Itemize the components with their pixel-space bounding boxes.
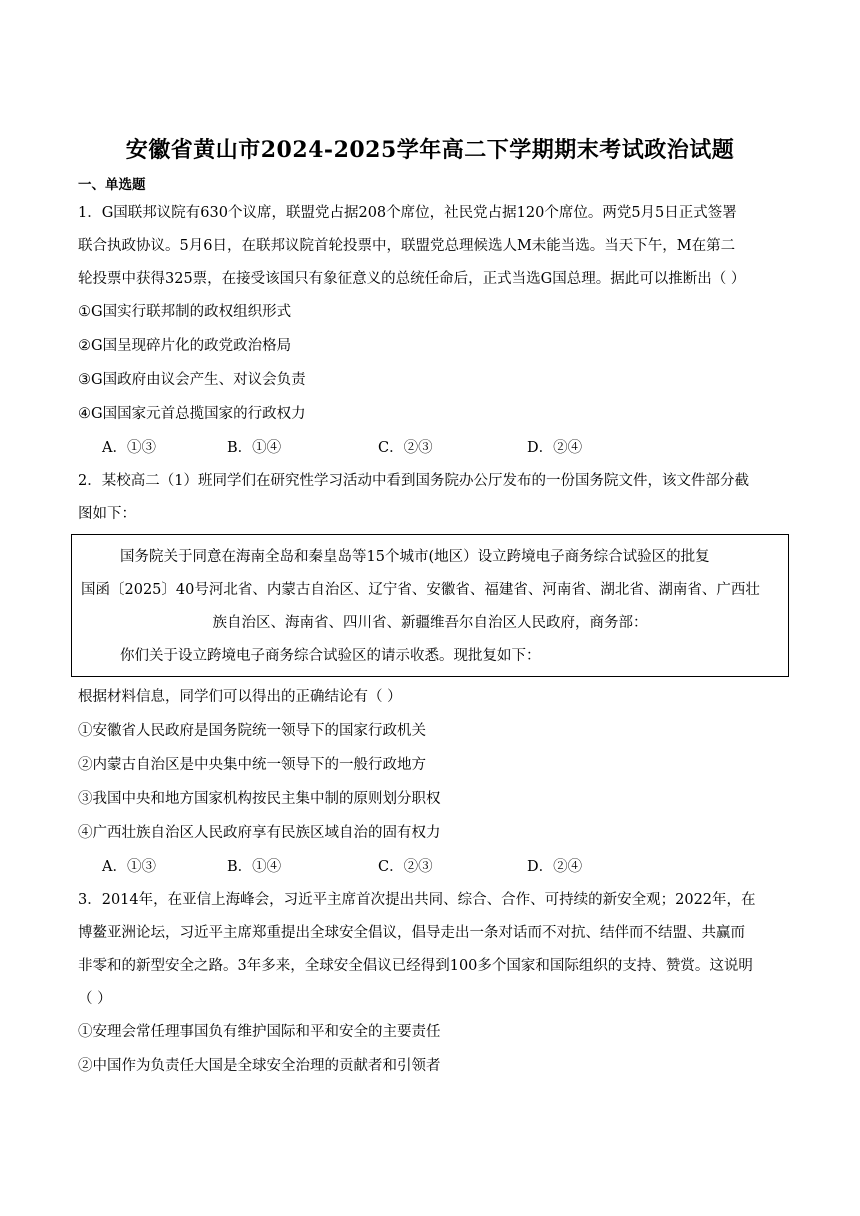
q2-option-d[interactable]: D．②④ — [527, 859, 583, 875]
q1-statement: ①G国实行联邦制的政权组织形式 — [78, 304, 292, 320]
q1-stem-line: 轮投票中获得325票，在接受该国只有象征意义的总统任命后，正式当选G国总理。据此可以推断出（ ） — [78, 271, 746, 287]
q1-option-c[interactable]: C．②③ — [378, 440, 433, 456]
excerpt-heading: 国务院关于同意在海南全岛和秦皇岛等15个城市(地区）设立跨境电子商务综合试验区的批复 — [120, 549, 710, 565]
q2-option-c[interactable]: C．②③ — [378, 859, 433, 875]
q3-stem-line: 非零和的新型安全之路。3年多来，全球安全倡议已经得到100多个国家和国际组织的支持、赞赏。这说明 — [78, 958, 753, 974]
q1-stem-line: 1．G国联邦议院有630个议席，联盟党占据208个席位，社民党占据120个席位。两党5月5日正式签署 — [78, 205, 737, 221]
q3-stem-line: （ ） — [78, 991, 112, 1007]
document-title: 安徽省黄山市2024-2025学年高二下学期期末考试政治试题 — [125, 137, 735, 163]
q1-stem-line: 联合执政协议。5月6日，在联邦议院首轮投票中，联盟党总理候选人M未能当选。当天下午，M在第二 — [78, 238, 736, 254]
q2-question: 根据材料信息，同学们可以得出的正确结论有（ ） — [78, 689, 402, 705]
q2-statement: ④广西壮族自治区人民政府享有民族区域自治的固有权力 — [78, 825, 441, 841]
q3-statement: ①安理会常任理事国负有维护国际和平和安全的主要责任 — [78, 1024, 441, 1040]
q2-option-a[interactable]: A．①③ — [102, 859, 156, 875]
q1-option-a[interactable]: A．①③ — [102, 440, 156, 456]
q1-statement: ④G国国家元首总揽国家的行政权力 — [78, 406, 306, 422]
q3-statement: ②中国作为负责任大国是全球安全治理的贡献者和引领者 — [78, 1058, 441, 1074]
document-excerpt-box — [71, 534, 789, 677]
section-heading: 一、单选题 — [78, 177, 146, 193]
q3-stem-line: 博鳌亚洲论坛，习近平主席郑重提出全球安全倡议，倡导走出一条对话而不对抗、结伴而不结盟、共赢而 — [78, 925, 745, 941]
q1-option-b[interactable]: B．①④ — [227, 440, 282, 456]
excerpt-line: 国函〔2025〕40号河北省、内蒙古自治区、辽宁省、安徽省、福建省、河南省、湖北省、湖南省、广西壮 — [81, 582, 760, 598]
q1-statement: ②G国呈现碎片化的政党政治格局 — [78, 338, 292, 354]
q1-statement: ③G国政府由议会产生、对议会负责 — [78, 372, 306, 388]
q2-option-b[interactable]: B．①④ — [227, 859, 282, 875]
excerpt-line: 你们关于设立跨境电子商务综合试验区的请示收悉。现批复如下： — [120, 648, 541, 664]
q2-stem-line: 2．某校高二（1）班同学们在研究性学习活动中看到国务院办公厅发布的一份国务院文件，该文件部分截 — [78, 473, 749, 489]
q2-statement: ①安徽省人民政府是国务院统一领导下的国家行政机关 — [78, 723, 426, 739]
q2-stem-line: 图如下： — [78, 506, 136, 522]
q1-option-d[interactable]: D．②④ — [527, 440, 583, 456]
excerpt-line: 族自治区、海南省、四川省、新疆维吾尔自治区人民政府，商务部： — [212, 615, 648, 631]
q3-stem-line: 3．2014年，在亚信上海峰会，习近平主席首次提出共同、综合、合作、可持续的新安全观；2022年，在 — [78, 892, 756, 908]
q2-statement: ②内蒙古自治区是中央集中统一领导下的一般行政地方 — [78, 757, 426, 773]
q2-statement: ③我国中央和地方国家机构按民主集中制的原则划分职权 — [78, 791, 441, 807]
